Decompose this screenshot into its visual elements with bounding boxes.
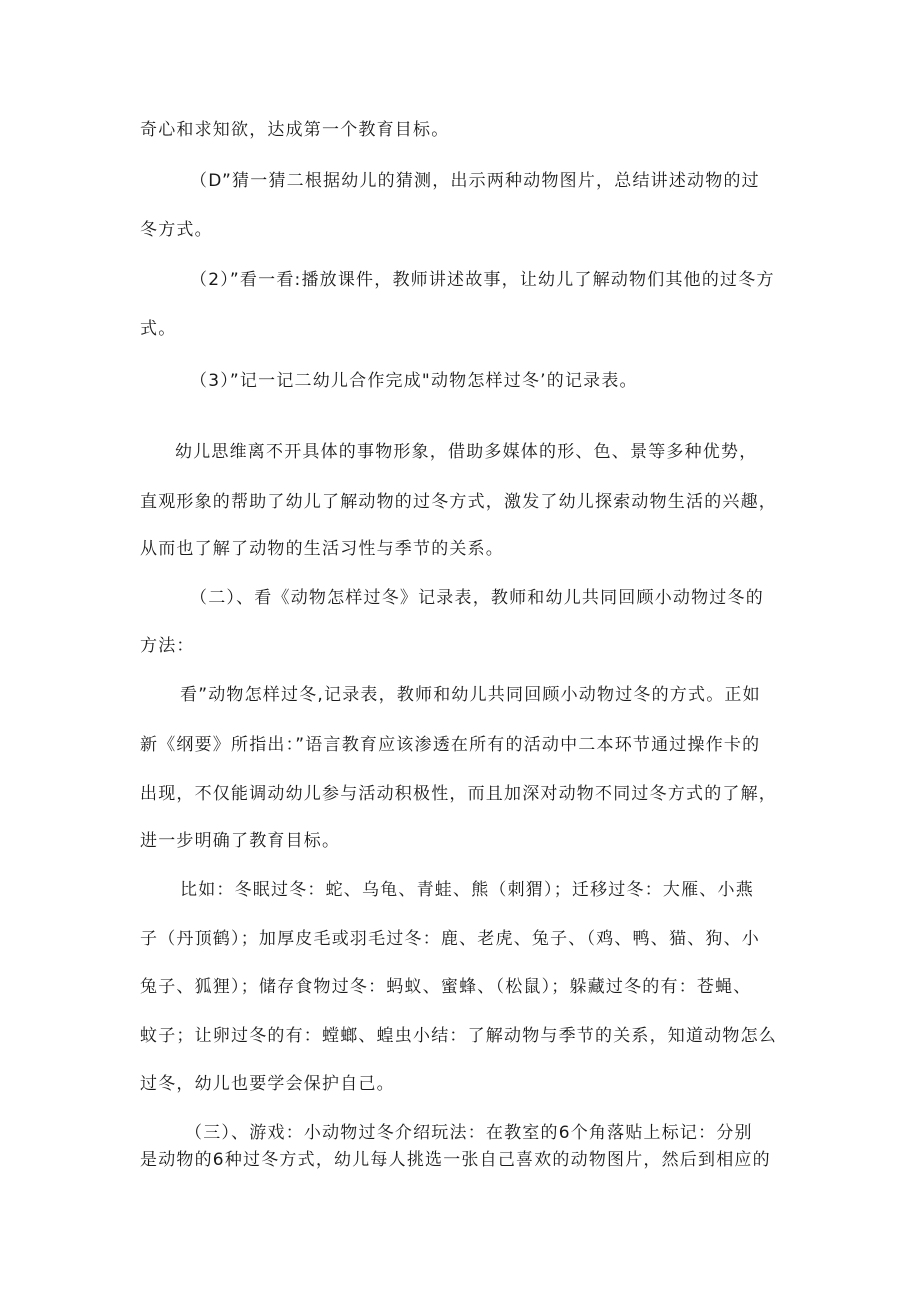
text-line: 新《纲要》所指出：”语言教育应该渗透在所有的活动中二本环节通过操作卡的 xyxy=(140,735,761,755)
text-line: 从而也了解了动物的生活习性与季节的关系。 xyxy=(140,539,504,559)
text-line: 是动物的6种过冬方式，幼儿每人挑选一张自己喜欢的动物图片，然后到相应的 xyxy=(140,1150,771,1170)
text-line: 冬方式。 xyxy=(140,220,213,240)
text-line: 方法： xyxy=(140,636,195,656)
text-line: 出现，不仅能调动幼儿参与活动积极性，而且加深对动物不同过冬方式的了解， xyxy=(140,784,777,804)
text-line: （D”猜一猜二根据幼儿的猜测，出示两种动物图片，总结讲述动物的过 xyxy=(190,171,760,191)
text-line: 式。 xyxy=(140,319,177,339)
text-line: 比如：冬眠过冬：蛇、乌龟、青蛙、熊（刺猬）；迁移过冬：大雁、小燕 xyxy=(180,880,754,900)
text-line: 进一步明确了教育目标。 xyxy=(140,831,341,851)
text-line: （3）”记一记二幼儿合作完成"动物怎样过冬’的记录表。 xyxy=(190,371,638,391)
text-line: 直观形象的帮助了幼儿了解动物的过冬方式，激发了幼儿探索动物生活的兴趣， xyxy=(140,492,777,512)
text-line: 子（丹顶鹤）；加厚皮毛或羽毛过冬：鹿、老虎、兔子、（鸡、鸭、猫、狗、小 xyxy=(140,929,760,949)
text-line: 奇心和求知欲，达成第一个教育目标。 xyxy=(140,120,450,140)
text-line: 过冬，幼儿也要学会保护自己。 xyxy=(140,1074,395,1094)
text-line: 蚊子；让卵过冬的有：螳螂、蝗虫小结：了解动物与季节的关系，知道动物怎么 xyxy=(140,1026,777,1046)
text-line: 幼儿思维离不开具体的事物形象，借助多媒体的形、色、景等多种优势， xyxy=(175,442,758,462)
text-line: 兔子、狐狸）；储存食物过冬：蚂蚁、蜜蜂、（松鼠）；躲藏过冬的有：苍蝇、 xyxy=(140,977,752,997)
text-line: （2）”看一看:播放课件，教师讲述故事，让幼儿了解动物们其他的过冬方 xyxy=(190,270,775,290)
text-line: （三）、游戏：小动物过冬介绍玩法：在教室的6个角落贴上标记：分别 xyxy=(185,1123,753,1143)
text-line: （二）、看《动物怎样过冬》记录表，教师和幼儿共同回顾小动物过冬的 xyxy=(190,588,764,608)
text-line: 看”动物怎样过冬,记录表，教师和幼儿共同回顾小动物过冬的方式。正如 xyxy=(180,685,761,705)
